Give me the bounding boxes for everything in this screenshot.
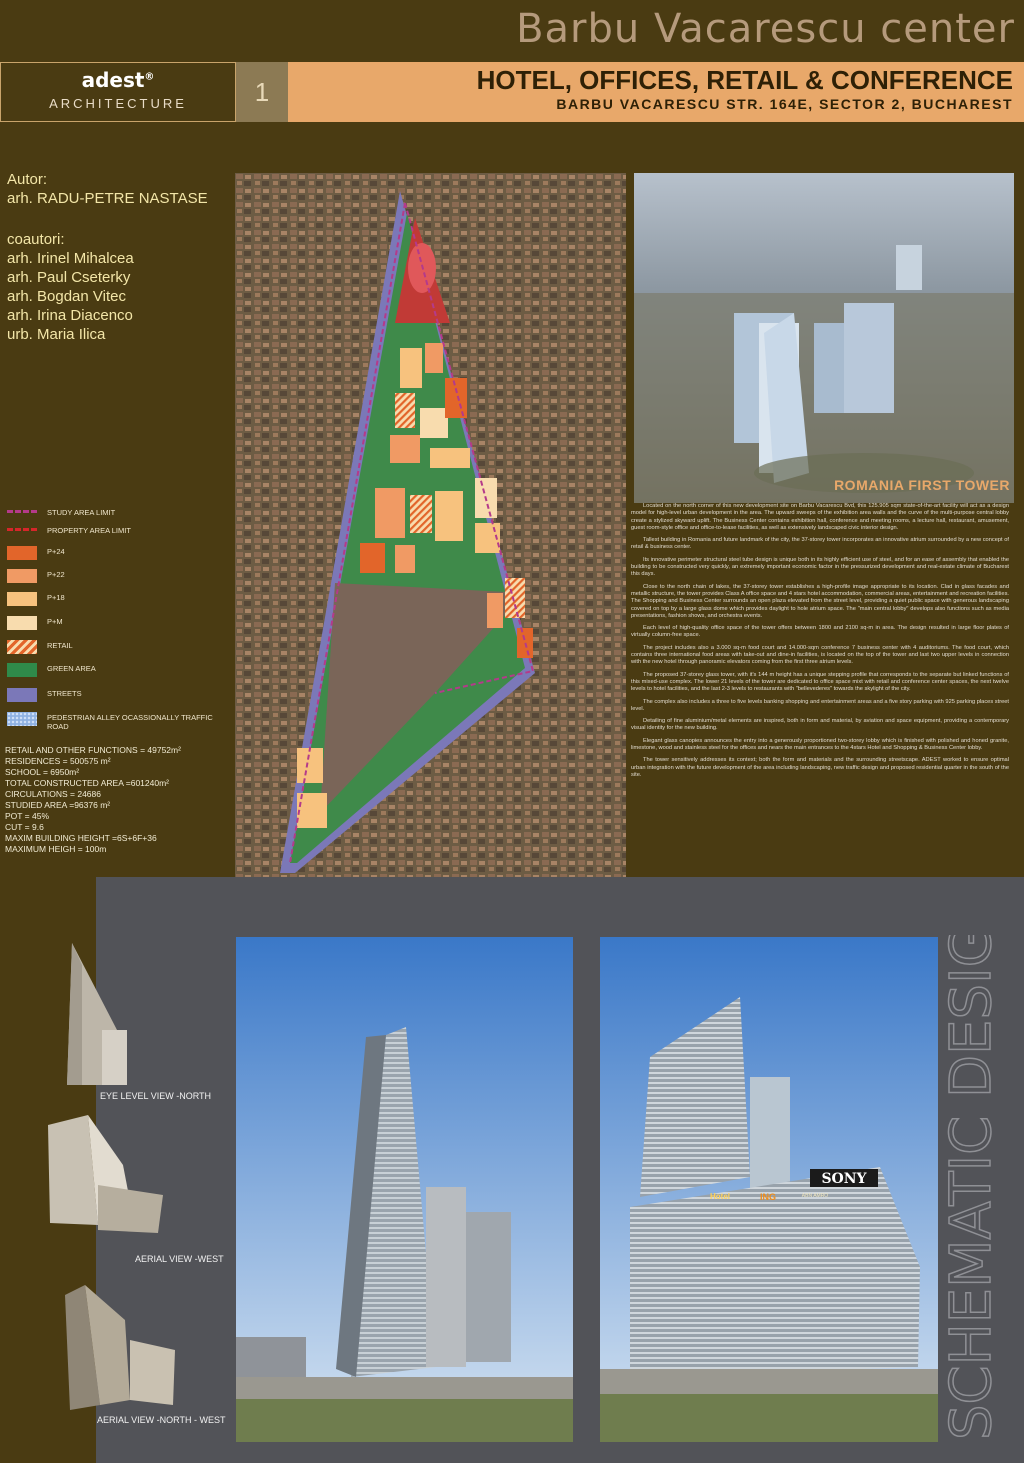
site-plan-drawing [235,173,626,877]
logo [0,68,236,92]
headline: HOTEL, OFFICES, RETAIL & CONFERENCE [476,65,1013,95]
legend-item [7,590,227,610]
model-view-aerial-north-west [55,1280,180,1415]
legend-item [7,505,227,525]
legend-item [7,686,227,706]
statistics-block [5,745,235,855]
stat-line: STUDIED AREA =96376 m² [5,800,111,810]
legend-swatch [7,688,37,702]
coauthor: arh. Irinel Mihalcea [7,250,134,267]
author-label: Autor: [7,171,48,188]
rendering-tower-west [236,937,573,1442]
description-paragraph: Elegant glass canopies announces the entry into a generously proportioned two-storey lobby which is finished with polished and honed granite, limestone, wood and stainless steel for the offices and nears the main entrances to the 4stars Hotel and Shopping & Business Center lobby. [631,737,1009,752]
description-paragraph: The complex also includes a three to five levels banking shopping and entertainment areas and a five story parking with 925 parking places street level. [631,698,1009,712]
stat-line: POT = 45% [5,811,50,821]
stat-line: RETAIL AND OTHER FUNCTIONS = 49752m² [5,745,181,755]
sheet-number: 1 [236,62,288,122]
description-paragraph: Each level of high-quality office space of the tower offers between 1800 and 2100 sq-m in area. The design resulted in large floor plates of virtually column-free space. [631,625,1009,639]
legend-label: PEDESTRIAN ALLEY OCASSIONALLY TRAFFIC ROAD [47,713,213,731]
stat-line: MAXIM BUILDING HEIGHT =6S+6F+36 [5,833,157,843]
aerial-photo-drawing [634,173,1014,503]
logo-name: adest [81,68,145,92]
description-paragraph: The tower sensitively addresses its context; both the form and materials and the surrounding streetscape. ADEST worked to ensure optimal urban integration with the future development of the area including landscaping, new traffic design and proposed residential quarter in the south of the site. [631,757,1009,778]
schematic-design-text: SCHEMATIC DESIGN [939,935,1004,1440]
legend-item [7,614,227,634]
stat-line: SCHOOL = 6950m² [5,767,80,777]
address: BARBU VACARESCU STR. 164E, SECTOR 2, BUCHAREST [556,96,1013,112]
legend-item [7,544,227,564]
legend-label: STUDY AREA LIMIT [47,508,116,517]
logo-mark: ® [144,71,155,83]
stat-line: CIRCULATIONS = 24686 [5,789,101,799]
project-title: Barbu Vacarescu center [516,6,1015,52]
legend-swatch [7,592,37,606]
author-name: arh. RADU-PETRE NASTASE [7,190,208,207]
legend-swatch [7,640,37,654]
model-view-eye-level [62,935,132,1090]
coauthors-label: coautori: [7,231,65,248]
coauthor: urb. Maria Ilica [7,326,106,343]
hotel-sign: Hotel [710,1192,730,1201]
description-paragraph: The project includes also a 3.000 sq-m food court and 14.000-sqm conference 7 business center with 4 auditoriums. The food court, which contains three international food areas with take-out and dine-in facilities, is located on the top of the tower and last two upper levels in connection with the new hotel through panoramic elevators coming from the first three atrium levels. [631,644,1009,666]
aerial-photo [634,173,1014,503]
legend-label: STREETS [47,689,82,698]
description-paragraph: Its innovative perimeter structural steel tube design is unique both in its highly efficient use of steel, and for an ease of assembly that enabled the building to be constructed very quickly, an extremely important economic factor in the pressurized development and real-estate climate of Bucharest this days. [631,556,1009,578]
tower-label: ROMANIA FIRST TOWER [834,477,1010,493]
view-label: AERIAL VIEW -NORTH - WEST [97,1415,226,1425]
authors-block [7,170,232,344]
legend-swatch [7,546,37,560]
description-paragraph: Detailing of fine aluminium/metal elements are inspired, both in form and material, by aviation and space equipment, providing a contemporary visual identity for the new building. [631,718,1009,732]
legend-label: PROPERTY AREA LIMIT [47,526,131,535]
description-paragraph: Located on the north corner of this new development site on Barbu Vacarescu Bvd, this 125.905 sqm state-of-the-art facility will act as a design model for high-level urban development in the area. The upward sweeps of the exhibition area walls and the curve of the multi-purpose central lobby create a stylized skyward uplift. The Business Center contains exhibition hall, conference and meeting rooms, a lecture hall, restaurant, amusement, guest room-style office and office-to-lease facilities, as well as extensively landscaped civic interior design. [631,503,1009,531]
legend-swatch [7,616,37,630]
legend-item [7,567,227,587]
legend-label: P+M [47,617,63,626]
ing-sign: ING [759,1192,777,1202]
legend-label: P+24 [47,547,65,556]
schematic-design-vertical-title [880,935,1020,1445]
legend-label: GREEN AREA [47,664,96,673]
legend-item [7,661,227,681]
legend-swatch [7,528,37,531]
legend-swatch [7,712,37,726]
stat-line: MAXIMUM HEIGH = 100m [5,844,107,854]
coauthor: arh. Irina Diacenco [7,307,133,324]
description-paragraph: The proposed 37-storey glass tower, with it's 144 m height has a unique stepping profile that corresponds to the separate but linked functions of this mixed-use complex. The lower 21 levels of the tower are dedicated to office space mixt with retail and conference center spaces, the next twelve levels to hotel facilities, and the last 2-3 levels to restaurants with "bellevederes" towards the skylight of the city. [631,671,1009,693]
legend-swatch [7,510,37,513]
stat-line: RESIDENCES = 500575 m² [5,756,111,766]
bank-sign: ABN AMRO [801,1193,829,1199]
project-description [631,503,1009,784]
legend-label: P+18 [47,593,65,602]
legend-swatch [7,663,37,677]
sony-sign: SONY [821,1171,867,1187]
site-plan-map [235,173,626,877]
legend-item [7,523,227,543]
legend-label: P+22 [47,570,65,579]
model-view-aerial-west [38,1105,168,1235]
legend-label: RETAIL [47,641,73,650]
coauthor: arh. Paul Cseterky [7,269,131,286]
description-paragraph: Close to the north chain of lakes, the 37-storey tower establishes a high-profile image appropriate to its location. Clad in glass facades and metallic structure, the tower provides Class A office space and 4 stars hotel accommodation, commercial areas, entertainment and recreation facilities. The Shopping and Business Center surrounds an open plaza elevated from the street level, providing a quiet public space with generous landscaping covered on top by a large glass dome which provides daylight to hole atrium space. The "main central lobby" develops also functions such as media presentations, fashion shows, and orchestra events. [631,583,1009,619]
logo-subtitle: ARCHITECTURE [49,96,187,111]
legend-item [7,710,227,736]
legend-swatch [7,569,37,583]
view-label: EYE LEVEL VIEW -NORTH [100,1091,212,1101]
description-paragraph: Tallest building in Romania and future landmark of the city, the 37-storey tower incorporates an innovative atrium surrounded by a new concept of retail & business center. [631,537,1009,551]
stat-line: TOTAL CONSTRUCTED AREA =601240m² [5,778,169,788]
coauthor: arh. Bogdan Vitec [7,288,126,305]
stat-line: CUT = 9.6 [5,822,44,832]
legend-item [7,638,227,658]
view-label: AERIAL VIEW -WEST [135,1254,224,1264]
